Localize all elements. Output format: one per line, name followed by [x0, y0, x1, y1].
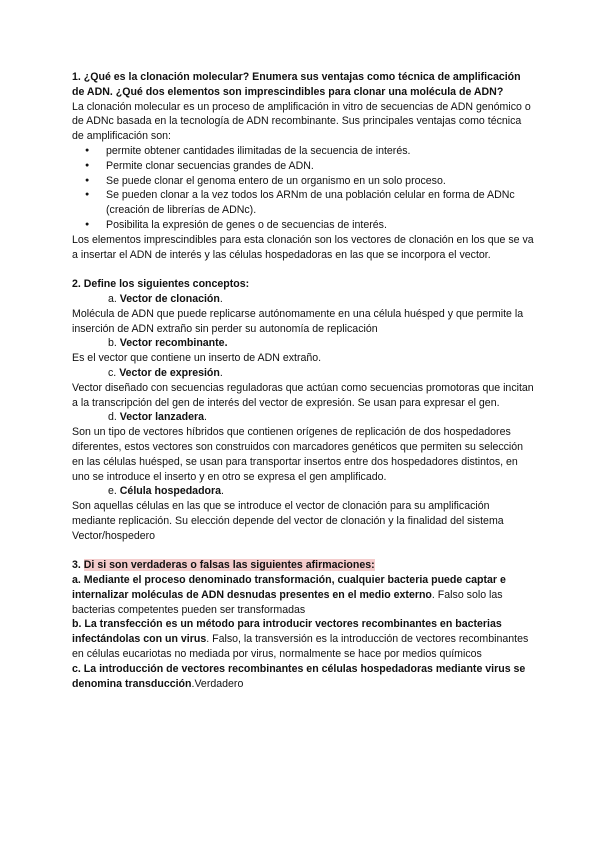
spacer	[72, 544, 534, 559]
concept-c-heading: c. Vector de expresión.	[108, 366, 223, 379]
question-2-title: 2. Define los siguientes conceptos:	[72, 278, 250, 291]
concept-e-heading: e. Célula hospedadora.	[108, 485, 224, 498]
concept-a-definition: Molécula de ADN que puede replicarse autónomamente en una célula huésped y que permite la inserción de ADN extraño sin perder su autonomía de replicación	[72, 307, 524, 335]
question-1-title: 1. ¿Qué es la clonación molecular? Enumera sus ventajas como técnica de amplificación de ADN. ¿Qué dos elementos son imprescindibles para clonar una molécula de ADN?	[72, 71, 521, 98]
advantages-list	[72, 144, 534, 233]
concept-term: Vector de clonación	[119, 292, 220, 305]
list-item: ● Permite clonar secuencias grandes de ADN.	[72, 159, 534, 174]
highlighted-title: Di si son verdaderas o falsas las siguientes afirmaciones:	[83, 559, 375, 572]
statement-answer: . Falso solo las bacterias competentes pueden ser transformadas	[72, 588, 503, 616]
concept-a-heading: a. Vector de clonación.	[108, 292, 223, 305]
statement-a	[72, 573, 534, 617]
statement-answer: .Verdadero	[191, 677, 244, 690]
concept-term: Vector lanzadera	[119, 411, 204, 424]
statement-b	[72, 617, 534, 661]
list-item: ● Posibilita la expresión de genes o de secuencias de interés.	[72, 218, 534, 233]
concept-term: Vector recombinante.	[119, 337, 228, 350]
concept-e-definition: Son aquellas células en las que se introduce el vector de clonación para su amplificación mediante replicación. Su elección depende del vector de clonación y la finalidad del sistema Vector/hospedero	[72, 500, 504, 542]
concept-b-heading: b. Vector recombinante.	[108, 337, 228, 350]
statement-text: b. La transfección es un método para introducir vectores recombinantes en bacterias infectándolas con un virus	[72, 618, 502, 646]
concept-d-definition: Son un tipo de vectores híbridos que contienen orígenes de replicación de dos hospedadores diferentes, estos vectores son construidos con marcadores genéticos que permiten su selección en las células huésped, se usan para transportar insertos entre dos hospedadores distintos, en uno se introduce el inserto y en otro se expresa el gen amplificado.	[72, 426, 524, 483]
concept-d-heading: d. Vector lanzadera.	[108, 411, 207, 424]
concept-term: Célula hospedadora	[119, 485, 222, 498]
list-item: ● Se puede clonar el genoma entero de un organismo en un solo proceso.	[72, 174, 534, 189]
concept-b-definition: Es el vector que contiene un inserto de ADN extraño.	[72, 352, 322, 365]
list-item: ● permite obtener cantidades ilimitadas de la secuencia de interés.	[72, 144, 534, 159]
question-3-title: 3. Di si son verdaderas o falsas las siguientes afirmaciones:	[72, 559, 375, 572]
question-1-intro: La clonación molecular es un proceso de amplificación in vitro de secuencias de ADN genómico o de ADNc basada en la tecnología de ADN recombinante. Sus principales ventajas como técnica de amplificación son:	[72, 100, 531, 143]
statement-answer: . Falso, la transversión es la introducción de vectores recombinantes en células eucariotas no mediada por virus, normalmente se hace por medios químicos	[72, 633, 529, 661]
statement-text: a. Mediante el proceso denominado transformación, cualquier bacteria puede captar e internalizar moléculas de ADN desnudas presentes en el medio externo	[72, 574, 506, 601]
document-content	[72, 70, 534, 691]
statement-text: c. La introducción de vectores recombinantes en células hospedadoras mediante virus se denomina transducción	[72, 662, 526, 690]
concept-term: Vector de expresión	[119, 366, 220, 379]
list-item: ● Se pueden clonar a la vez todos los ARNm de una población celular en forma de ADNc (creación de librerías de ADNc).	[72, 188, 534, 218]
question-1-conclusion: Los elementos imprescindibles para esta clonación son los vectores de clonación en los que se va a insertar el ADN de interés y las células hospedadoras en las que se incorpora el vector.	[72, 233, 534, 261]
statement-c	[72, 662, 534, 692]
concept-c-definition: Vector diseñado con secuencias reguladoras que actúan como secuencias promotoras que incitan a la transcripción del gen de interés del vector de expresión. Se usan para expresar el gen.	[72, 381, 534, 409]
spacer	[72, 262, 534, 277]
